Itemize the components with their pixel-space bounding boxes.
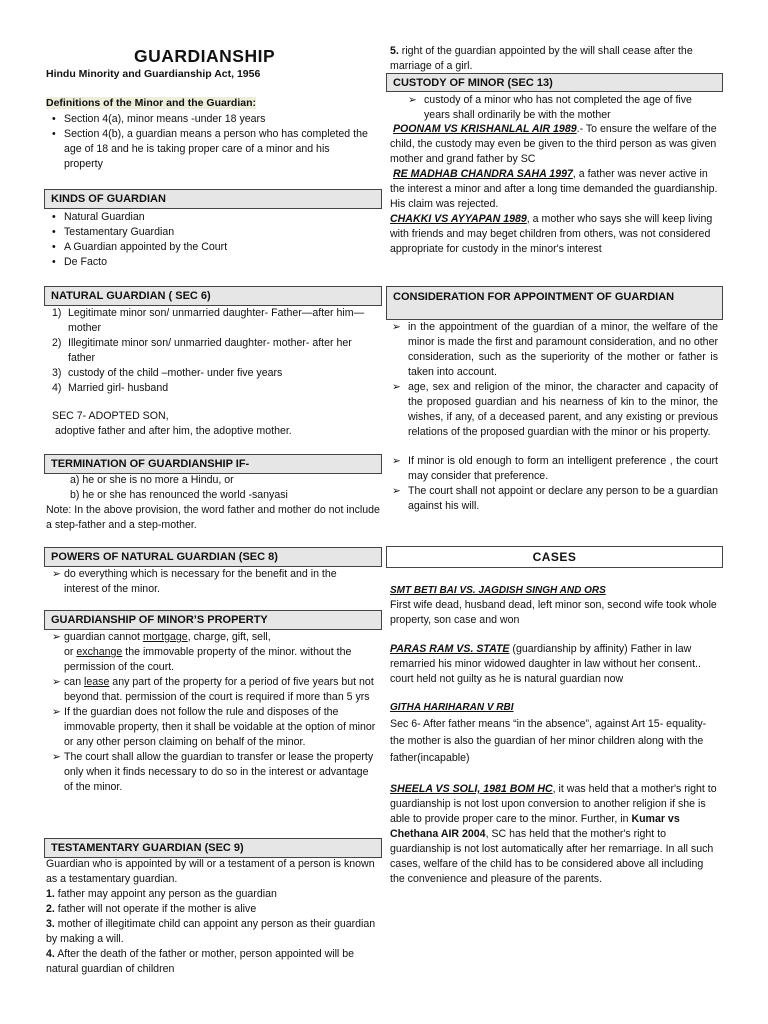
case-sheela: [390, 782, 720, 887]
termination-heading: TERMINATION OF GUARDIANSHIP IF-: [44, 454, 382, 474]
mortgage-term: mortgage: [142, 631, 188, 643]
custody-cases: POONAM VS KRISHANLAL AIR 1989.- To ensure the welfare of the child, the custody may even be given to the third person as was given mother and grand father by SC RE MADHAB CHANDRA SAHA 1997, a father was never active in the interest a minor and after a long time demanded the guardianship. His claim was rejected. CHAKKI VS AYYAPAN 1989, a mother who says she will keep living with friends and may beget children from others, was not considered appropriate for custody in the minor's interest: [390, 123, 718, 255]
natural-item: custody of the child –mother- under five years: [68, 367, 283, 379]
case-text: , SC has held that the mother's right to guardianship is not lost automatically after her remarriage. In all such cases, welfare of the child has to be considered above all including the convenience and pleasure of the parents.: [390, 828, 714, 885]
definition-item: • Section 4(b), a guardian means a person who has completed the age of 18 and he is taking proper care of a minor and his property: [52, 127, 370, 172]
natural-guardian-list: 1) Legitimate minor son/ unmarried daughter- Father—after him—mother 2) Illegitimate minor son/ unmarried daughter- mother- after her father 3) custody of the child –mother- under five years 4) Married girl- husband: [52, 306, 374, 396]
kinds-list: • Natural Guardian • Testamentary Guardian • A Guardian appointed by the Court • De Facto: [52, 211, 228, 268]
case-name: PARAS RAM VS. STATE: [390, 643, 510, 655]
case-name: GITHA HARIHARAN V RBI: [390, 702, 514, 713]
consideration-item: age, sex and religion of the minor, the character and capacity of the proposed guardian and his nearness of kin to the minor, the wishes, if any, of a deceased parent, and any existing or previous relations of the proposed guardian with the minor or his property.: [408, 381, 718, 438]
consideration-item: in the appointment of the guardian of a minor, the welfare of the minor is made the first and paramount consideration, and no other consideration, such as the superiority of the mother or father is taken into account.: [408, 321, 718, 378]
act-subtitle: Hindu Minority and Guardianship Act, 1956: [46, 68, 261, 80]
kind-item: Natural Guardian: [64, 211, 145, 223]
page-title: GUARDIANSHIP: [134, 46, 276, 66]
case-poonam: POONAM VS KRISHANLAL AIR 1989: [392, 123, 577, 135]
consideration-item: If minor is old enough to form an intelligent preference , the court may consider that preference.: [408, 455, 718, 482]
termination-a: a) he or she is no more a Hindu, or: [70, 474, 234, 486]
case-text: First wife dead, husband dead, left minor son, second wife took whole property, son case and won: [390, 599, 717, 626]
natural-guardian-heading: NATURAL GUARDIAN ( SEC 6): [44, 286, 382, 306]
property-item-1: ➢ guardian cannot mortgage, charge, gift, sell, or exchange the immovable property of the minor. without the permission of the court.: [52, 631, 352, 673]
testamentary-list: 1. father may appoint any person as the guardian 2. father will not operate if the mother is alive 3. mother of illegitimate child can appoint any person as their guardian by making a will. 4. After the death of the father or mother, person appointed will be natural guardian of children: [46, 888, 376, 975]
testamentary-intro: Guardian who is appointed by will or a testament of a person is known as a testamentary guardian.: [46, 858, 375, 885]
testamentary-item-5: 5. right of the guardian appointed by the will shall cease after the marriage of a girl.: [390, 45, 693, 72]
consideration-heading: CONSIDERATION FOR APPOINTMENT OF GUARDIAN: [386, 286, 723, 320]
property-item-3: ➢ If the guardian does not follow the rule and disposes of the immovable property, then it shall be voidable at the option of minor or any other person claiming on behalf of the minor.: [52, 706, 376, 748]
sec7-detail: adoptive father and after him, the adoptive mother.: [55, 425, 292, 437]
kinds-heading: KINDS OF GUARDIAN: [44, 189, 382, 209]
case-chakki: CHAKKI VS AYYAPAN 1989: [390, 213, 527, 225]
exchange-term: exchange: [76, 646, 123, 658]
termination-note: Note: In the above provision, the word father and mother do not include a step-father and a step-mother.: [46, 504, 380, 531]
property-item-4: ➢ The court shall allow the guardian to transfer or lease the property only when it finds necessary to do so in the interest or advantage of the minor.: [52, 751, 374, 793]
case-text: Sec 6- After father means “in the absence”, against Art 15- equality-the mother is also the guardian of her minor children along with the father(incapable): [390, 718, 707, 764]
natural-item: Illegitimate minor son/ unmarried daughter- mother- after her father: [68, 337, 352, 364]
natural-item: Legitimate minor son/ unmarried daughter- Father—after him—mother: [68, 307, 365, 334]
lease-term: lease: [84, 676, 110, 688]
definition-item: • Section 4(a), minor means -under 18 years: [52, 112, 370, 127]
sec7-line: SEC 7- ADOPTED SON,: [52, 410, 169, 422]
termination-b: b) he or she has renounced the world -sanyasi: [70, 489, 288, 501]
testamentary-heading: TESTAMENTARY GUARDIAN (SEC 9): [44, 838, 382, 858]
property-item-2: ➢ can lease any part of the property for a period of five years but not beyond that. permission of the court is required if more than 5 yrs: [52, 676, 374, 703]
natural-item: Married girl- husband: [68, 382, 169, 394]
custody-item: ➢ custody of a minor who has not completed the age of five years shall ordinarily be with the mother: [408, 94, 692, 121]
kind-item: De Facto: [64, 256, 107, 268]
powers-heading: POWERS OF NATURAL GUARDIAN (SEC 8): [44, 547, 382, 567]
case-paras-ram: [390, 642, 720, 687]
kind-item: A Guardian appointed by the Court: [64, 241, 228, 253]
case-beti-bai: [390, 583, 720, 628]
case-text: , it was held that a mother's right to guardianship is not lost upon conversion to another religion if she is able to provide proper care to the minor. Further, in: [390, 783, 717, 825]
kind-item: Testamentary Guardian: [64, 226, 175, 238]
powers-item: ➢ do everything which is necessary for the benefit and in the interest of the minor.: [52, 567, 374, 597]
powers-text: do everything which is necessary for the benefit and in the interest of the minor.: [64, 568, 337, 595]
case-name: SMT BETI BAI VS. JAGDISH SINGH AND ORS: [390, 585, 606, 596]
property-heading: GUARDIANSHIP OF MINOR’S PROPERTY: [44, 610, 382, 630]
case-text: (guardianship by affinity) Father in law remarried his minor widowed daughter in law without her consent.. court held not guilty as he is natural guardian now: [390, 643, 701, 685]
property-list: [52, 630, 376, 795]
consideration-list: ➢ in the appointment of the guardian of a minor, the welfare of the minor is made the first and paramount consideration, and no other consideration, such as the superiority of the mother or father is taken into account. ➢ age, sex and religion of the minor, the character and capacity of the proposed guardian and his nearness of kin to the minor, the wishes, if any, of a deceased parent, and any existing or previous relations of the proposed guardian with the minor or his property. ➢ If minor is old enough to form an intelligent preference , the court may consider that preference. ➢ The court shall not appoint or declare any person to be a guardian against his will.: [392, 321, 718, 512]
definition-text: Section 4(a), minor means -under 18 years: [64, 113, 266, 125]
case-name: SHEELA VS SOLI, 1981 BOM HC: [390, 783, 553, 795]
case-madhab: RE MADHAB CHANDRA SAHA 1997: [392, 168, 573, 180]
case-name-kumar: Kumar vs Chethana AIR 2004: [390, 813, 680, 840]
custody-heading: CUSTODY OF MINOR (SEC 13): [386, 73, 723, 92]
definition-text: Section 4(b), a guardian means a person who has completed the age of 18 and he is taking proper care of a minor and his property: [64, 128, 368, 170]
definitions-heading: Definitions of the Minor and the Guardian:: [46, 97, 256, 109]
cases-heading: CASES: [386, 546, 723, 568]
consideration-item: The court shall not appoint or declare any person to be a guardian against his will.: [408, 485, 718, 512]
case-githa: [390, 699, 720, 767]
